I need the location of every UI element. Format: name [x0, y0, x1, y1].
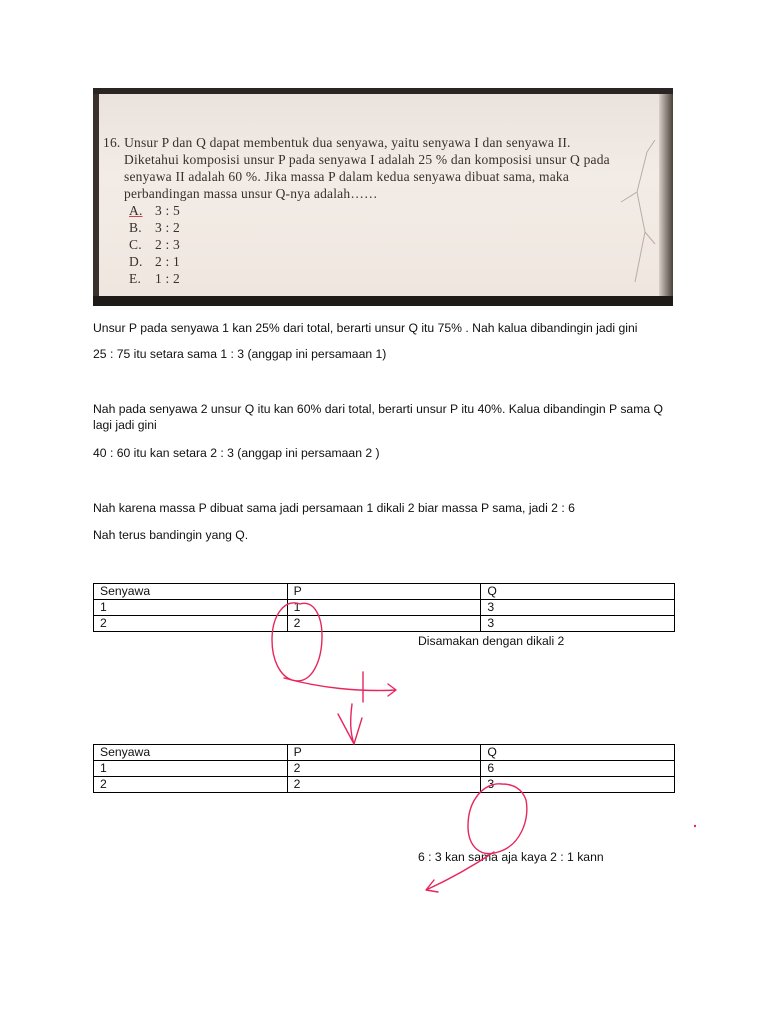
table-cell: 1	[94, 600, 288, 616]
paragraph-5: Nah karena massa P dibuat sama jadi persamaan 1 dikali 2 biar massa P sama, jadi 2 : 6	[93, 501, 575, 515]
table-header-cell: Q	[481, 745, 675, 761]
table-cell: 1	[94, 761, 288, 777]
table-cell: 1	[287, 600, 481, 616]
table-cell: 2	[94, 616, 288, 632]
screen-crack-icon	[617, 132, 657, 292]
loop-stroke-2	[468, 784, 527, 854]
option-b: B. 3 : 2	[129, 220, 181, 235]
arrow-right-stroke	[284, 678, 396, 696]
paragraph-1: Unsur P pada senyawa 1 kan 25% dari total, berarti unsur Q itu 75% . Nah kalua dibandingin jadi gini	[93, 321, 638, 335]
arrow-down-stroke	[338, 704, 362, 744]
table-cell: 2	[287, 777, 481, 793]
table-row	[94, 777, 675, 793]
option-c: C. 2 : 3	[129, 237, 181, 252]
table-cell: 3	[481, 600, 675, 616]
table-header-cell: P	[287, 584, 481, 600]
table-cell: 2	[94, 777, 288, 793]
table-header-row	[94, 584, 675, 600]
option-d: D. 2 : 1	[129, 254, 181, 269]
table-row	[94, 616, 675, 632]
table-header-row	[94, 745, 675, 761]
ratio-table-1	[93, 583, 675, 632]
question-line-3: senyawa II adalah 60 %. Jika massa P dalam kedua senyawa dibuat sama, maka	[124, 169, 570, 184]
option-e: E. 1 : 2	[129, 271, 181, 286]
table-cell: 2	[287, 761, 481, 777]
question-text	[103, 134, 651, 287]
table-header-cell: P	[287, 745, 481, 761]
note-conclusion: 6 : 3 kan sama aja kaya 2 : 1 kann	[418, 850, 604, 864]
question-line-2: Diketahui komposisi unsur P pada senyawa I adalah 25 % dan komposisi unsur Q pada	[124, 152, 610, 167]
table-cell: 3	[481, 616, 675, 632]
table-cell: 3	[481, 777, 675, 793]
table-cell: 6	[481, 761, 675, 777]
table-header-cell: Senyawa	[94, 584, 288, 600]
table-header-cell: Q	[481, 584, 675, 600]
table-cell: 2	[287, 616, 481, 632]
table-row	[94, 761, 675, 777]
ink-dot	[694, 825, 696, 827]
question-photo	[93, 88, 673, 306]
question-line-4: perbandingan massa unsur Q-nya adalah……	[124, 186, 378, 201]
table-row	[94, 600, 675, 616]
option-a: A. 3 : 5	[129, 203, 181, 218]
ratio-table-2	[93, 744, 675, 793]
table-header-cell: Senyawa	[94, 745, 288, 761]
question-number: 16.	[103, 135, 121, 150]
paragraph-2: 25 : 75 itu setara sama 1 : 3 (anggap ini persamaan 1)	[93, 347, 387, 361]
paragraph-3: Nah pada senyawa 2 unsur Q itu kan 60% dari total, berarti unsur P itu 40%. Kalua dibandingin P sama Q lagi jadi gini	[93, 402, 663, 432]
question-line-1: 16. Unsur P dan Q dapat membentuk dua senyawa, yaitu senyawa I dan senyawa II.	[103, 135, 571, 150]
note-multiply: Disamakan dengan dikali 2	[418, 634, 565, 648]
paragraph-4: 40 : 60 itu kan setara 2 : 3 (anggap ini persamaan 2 )	[93, 446, 380, 460]
paragraph-6: Nah terus bandingin yang Q.	[93, 528, 249, 542]
